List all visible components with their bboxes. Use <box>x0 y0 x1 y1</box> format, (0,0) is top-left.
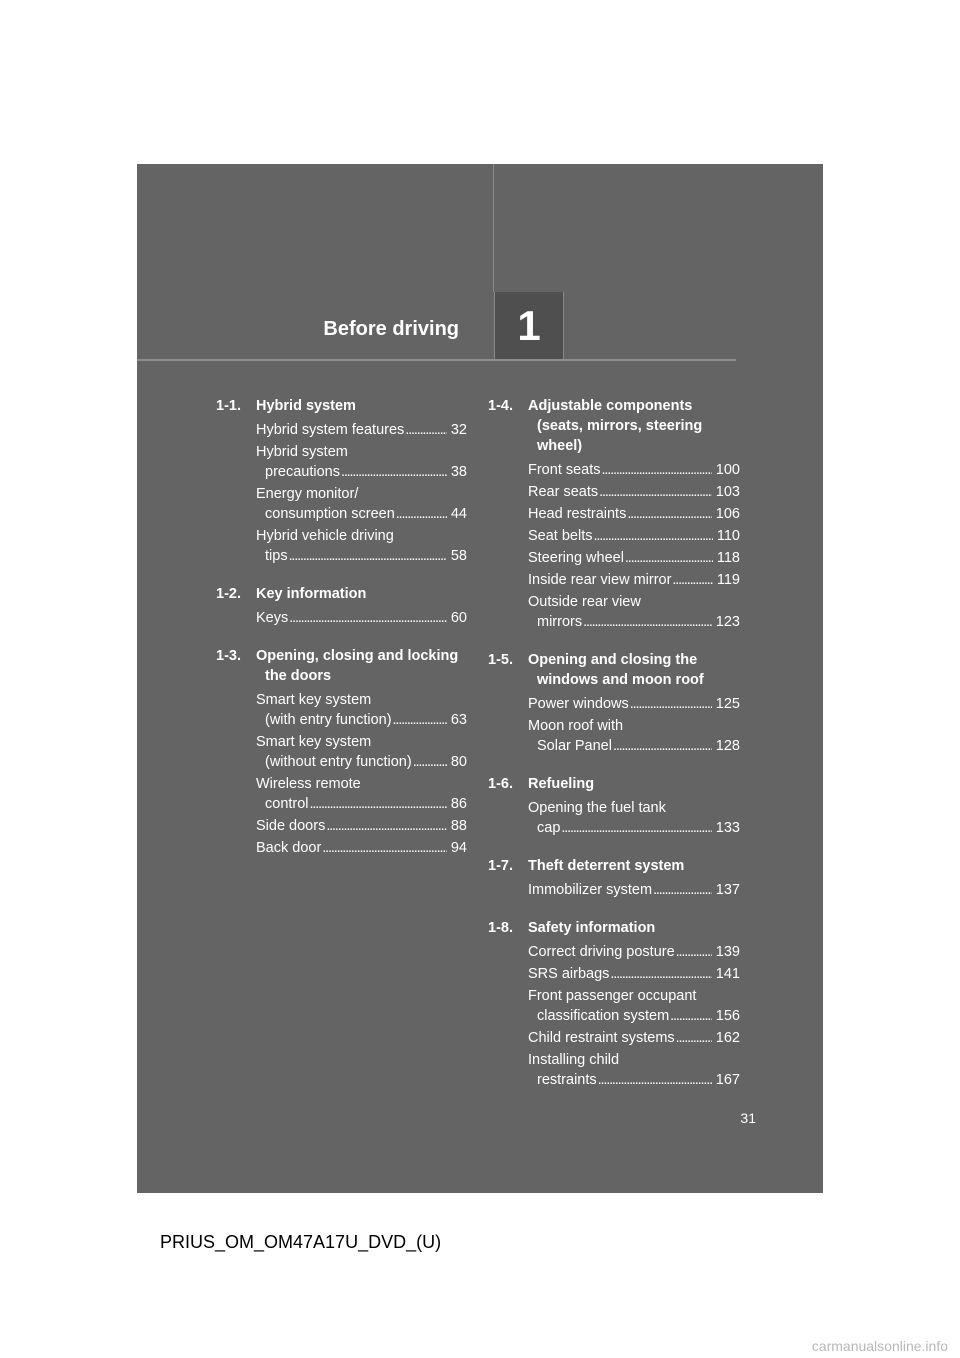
entry-text: classification system <box>537 1008 670 1024</box>
entry-row <box>256 752 467 772</box>
toc-section <box>488 918 740 1090</box>
toc-section <box>488 774 740 838</box>
toc-entry[interactable] <box>528 548 740 568</box>
entry-row <box>528 460 740 480</box>
section-heading <box>488 396 740 456</box>
section-heading <box>216 396 467 416</box>
entry-page-number: 58 <box>450 548 467 564</box>
leader-dots <box>627 504 711 524</box>
section-heading <box>488 774 740 794</box>
section-title-line: Safety information <box>528 920 656 936</box>
entry-text: Smart key system <box>256 692 372 708</box>
toc-entry[interactable] <box>256 774 467 814</box>
entry-text: Hybrid vehicle driving <box>256 528 394 544</box>
entry-text: Keys <box>256 610 289 626</box>
entry-page-number: 103 <box>715 484 740 500</box>
section-heading <box>216 646 467 686</box>
section-heading <box>216 584 467 604</box>
entry-row <box>528 526 740 546</box>
leader-dots <box>630 694 712 714</box>
entry-text: restraints <box>537 1072 597 1088</box>
entry-text: Moon roof with <box>528 718 624 734</box>
toc-entry[interactable] <box>528 964 740 984</box>
entry-text: Energy monitor/ <box>256 486 359 502</box>
leader-dots <box>322 838 447 858</box>
section-title-line: Theft deterrent system <box>528 858 685 874</box>
entry-text: Installing child <box>528 1052 620 1068</box>
section-number: 1-3. <box>216 648 241 664</box>
entry-text: Rear seats <box>528 484 599 500</box>
entry-page-number: 63 <box>450 712 467 728</box>
leader-dots <box>396 504 447 524</box>
toc-section <box>488 650 740 756</box>
toc-entry[interactable] <box>256 732 467 772</box>
entry-row <box>528 818 740 838</box>
leader-dots <box>405 420 447 440</box>
leader-dots <box>598 1070 712 1090</box>
entry-row <box>528 482 740 502</box>
entry-row <box>256 546 467 566</box>
toc-entry[interactable] <box>528 1050 740 1090</box>
section-title-line: windows and moon roof <box>537 672 704 688</box>
leader-dots <box>413 752 447 772</box>
entry-row <box>528 570 740 590</box>
header-rule <box>137 359 736 361</box>
toc-entry[interactable] <box>256 608 467 628</box>
entry-text: (without entry function) <box>265 754 412 770</box>
entry-text: Smart key system <box>256 734 372 750</box>
leader-dots <box>676 942 712 962</box>
entry-page-number: 118 <box>716 550 740 566</box>
toc-entry[interactable] <box>528 460 740 480</box>
entry-page-number: 156 <box>715 1008 740 1024</box>
section-title-line: Refueling <box>528 776 595 792</box>
entry-row <box>528 736 740 756</box>
entry-page-number: 125 <box>715 696 740 712</box>
toc-entry[interactable] <box>256 442 467 482</box>
toc-entry[interactable] <box>256 484 467 524</box>
toc-entry[interactable] <box>528 482 740 502</box>
entry-row <box>528 1070 740 1090</box>
entry-text: SRS airbags <box>528 966 610 982</box>
leader-dots <box>561 818 711 838</box>
entry-row <box>528 504 740 524</box>
entry-text: Front passenger occupant <box>528 988 697 1004</box>
entry-text: Hybrid system features <box>256 422 405 438</box>
entry-row <box>528 880 740 900</box>
entry-page-number: 110 <box>716 528 740 544</box>
section-title-line: Opening, closing and locking <box>256 648 459 664</box>
entry-text: Front seats <box>528 462 601 478</box>
leader-dots <box>672 570 712 590</box>
leader-dots <box>670 1006 712 1026</box>
entry-row <box>256 504 467 524</box>
section-title-line: (seats, mirrors, steering <box>537 418 703 434</box>
entry-page-number: 133 <box>715 820 740 836</box>
entry-page-number: 167 <box>715 1072 740 1088</box>
entry-page-number: 32 <box>450 422 467 438</box>
entry-row <box>528 694 740 714</box>
entry-row <box>256 816 467 836</box>
entry-text: Seat belts <box>528 528 593 544</box>
entry-text: precautions <box>265 464 340 480</box>
page-number: 31 <box>740 1110 756 1126</box>
entry-text: cap <box>537 820 561 836</box>
leader-dots <box>653 880 712 900</box>
toc-section <box>488 856 740 900</box>
entry-row <box>256 710 467 730</box>
entry-text: tips <box>265 548 288 564</box>
toc-column-left <box>216 396 467 876</box>
leader-dots <box>676 1028 712 1048</box>
entry-text: Correct driving posture <box>528 944 675 960</box>
section-number: 1-6. <box>488 776 513 792</box>
section-title-line: Adjustable components <box>528 398 693 414</box>
entry-text: Power windows <box>528 696 629 712</box>
toc-entry[interactable] <box>256 526 467 566</box>
toc-entry[interactable] <box>256 420 467 440</box>
entry-page-number: 80 <box>450 754 467 770</box>
entry-text: Wireless remote <box>256 776 361 792</box>
section-title-line: the doors <box>265 668 332 684</box>
entry-page-number: 139 <box>715 944 740 960</box>
leader-dots <box>393 710 447 730</box>
section-title <box>256 396 467 416</box>
toc-column-right <box>488 396 740 1108</box>
section-title-line: Key information <box>256 586 367 602</box>
toc-section <box>488 396 740 632</box>
toc-entry[interactable] <box>528 504 740 524</box>
section-number: 1-8. <box>488 920 513 936</box>
toc-entry[interactable] <box>528 942 740 962</box>
entry-text: (with entry function) <box>265 712 392 728</box>
entry-page-number: 38 <box>450 464 467 480</box>
entry-page-number: 106 <box>715 506 740 522</box>
entry-row <box>528 1028 740 1048</box>
entry-text: Immobilizer system <box>528 882 653 898</box>
entry-page-number: 44 <box>450 506 467 522</box>
footer-document-id: PRIUS_OM_OM47A17U_DVD_(U) <box>160 1232 442 1252</box>
entry-text: Head restraints <box>528 506 627 522</box>
toc-entry[interactable] <box>528 716 740 756</box>
entry-text: Outside rear view <box>528 594 641 610</box>
toc-section <box>216 646 467 858</box>
entry-text: Child restraint systems <box>528 1030 675 1046</box>
entry-text: mirrors <box>537 614 583 630</box>
section-heading <box>488 918 740 938</box>
section-title <box>256 584 467 604</box>
entry-text: Solar Panel <box>537 738 612 754</box>
leader-dots <box>599 482 712 502</box>
entry-text: Side doors <box>256 818 326 834</box>
section-title <box>528 856 740 876</box>
entry-row <box>256 420 467 440</box>
entry-text: Back door <box>256 840 322 856</box>
leader-dots <box>625 548 713 568</box>
toc-section <box>216 396 467 566</box>
leader-dots <box>341 462 447 482</box>
entry-text: control <box>265 796 309 812</box>
section-number: 1-2. <box>216 586 241 602</box>
entry-row <box>256 462 467 482</box>
toc-entry[interactable] <box>528 526 740 546</box>
section-number: 1-7. <box>488 858 513 874</box>
entry-text: Inside rear view mirror <box>528 572 672 588</box>
entry-page-number: 137 <box>715 882 740 898</box>
toc-entry[interactable] <box>528 986 740 1026</box>
leader-dots <box>289 546 447 566</box>
section-title <box>528 774 740 794</box>
leader-dots <box>310 794 447 814</box>
toc-entry[interactable] <box>528 570 740 590</box>
section-number: 1-1. <box>216 398 241 414</box>
section-title-line: Hybrid system <box>256 398 356 414</box>
entry-text: Opening the fuel tank <box>528 800 666 816</box>
entry-page-number: 162 <box>715 1030 740 1046</box>
entry-page-number: 86 <box>450 796 467 812</box>
entry-text: Steering wheel <box>528 550 624 566</box>
entry-row <box>256 794 467 814</box>
toc-entry[interactable] <box>256 690 467 730</box>
toc-section <box>216 584 467 628</box>
chapter-title: Before driving <box>323 318 459 340</box>
section-title <box>528 650 740 690</box>
section-title <box>256 646 467 686</box>
entry-row <box>528 548 740 568</box>
entry-page-number: 94 <box>450 840 467 856</box>
section-heading <box>488 856 740 876</box>
section-title-line: Opening and closing the <box>528 652 698 668</box>
section-heading <box>488 650 740 690</box>
toc-entry[interactable] <box>528 592 740 632</box>
leader-dots <box>594 526 713 546</box>
entry-row <box>528 612 740 632</box>
leader-dots <box>602 460 712 480</box>
leader-dots <box>326 816 447 836</box>
entry-page-number: 123 <box>715 614 740 630</box>
toc-entry[interactable] <box>256 838 467 858</box>
entry-text: consumption screen <box>265 506 395 522</box>
entry-row <box>256 608 467 628</box>
entry-page-number: 88 <box>450 818 467 834</box>
leader-dots <box>289 608 447 628</box>
section-number: 1-4. <box>488 398 513 414</box>
toc-entry[interactable] <box>528 880 740 900</box>
toc-entry[interactable] <box>528 798 740 838</box>
chapter-number-tab: 1 <box>494 292 564 359</box>
watermark: carmanualsonline.info <box>811 1338 948 1354</box>
entry-row <box>528 942 740 962</box>
chapter-tab-divider <box>493 164 494 292</box>
entry-page-number: 119 <box>716 572 740 588</box>
entry-row <box>256 838 467 858</box>
entry-page-number: 100 <box>715 462 740 478</box>
section-title-line: wheel) <box>537 438 583 454</box>
leader-dots <box>613 736 712 756</box>
toc-entry[interactable] <box>528 694 740 714</box>
entry-row <box>528 1006 740 1026</box>
toc-entry[interactable] <box>528 1028 740 1048</box>
entry-row <box>528 964 740 984</box>
section-title <box>528 396 740 456</box>
entry-page-number: 128 <box>715 738 740 754</box>
leader-dots <box>583 612 712 632</box>
entry-text: Hybrid system <box>256 444 348 460</box>
entry-page-number: 60 <box>450 610 467 626</box>
toc-entry[interactable] <box>256 816 467 836</box>
leader-dots <box>610 964 711 984</box>
entry-page-number: 141 <box>715 966 740 982</box>
section-title <box>528 918 740 938</box>
section-number: 1-5. <box>488 652 513 668</box>
